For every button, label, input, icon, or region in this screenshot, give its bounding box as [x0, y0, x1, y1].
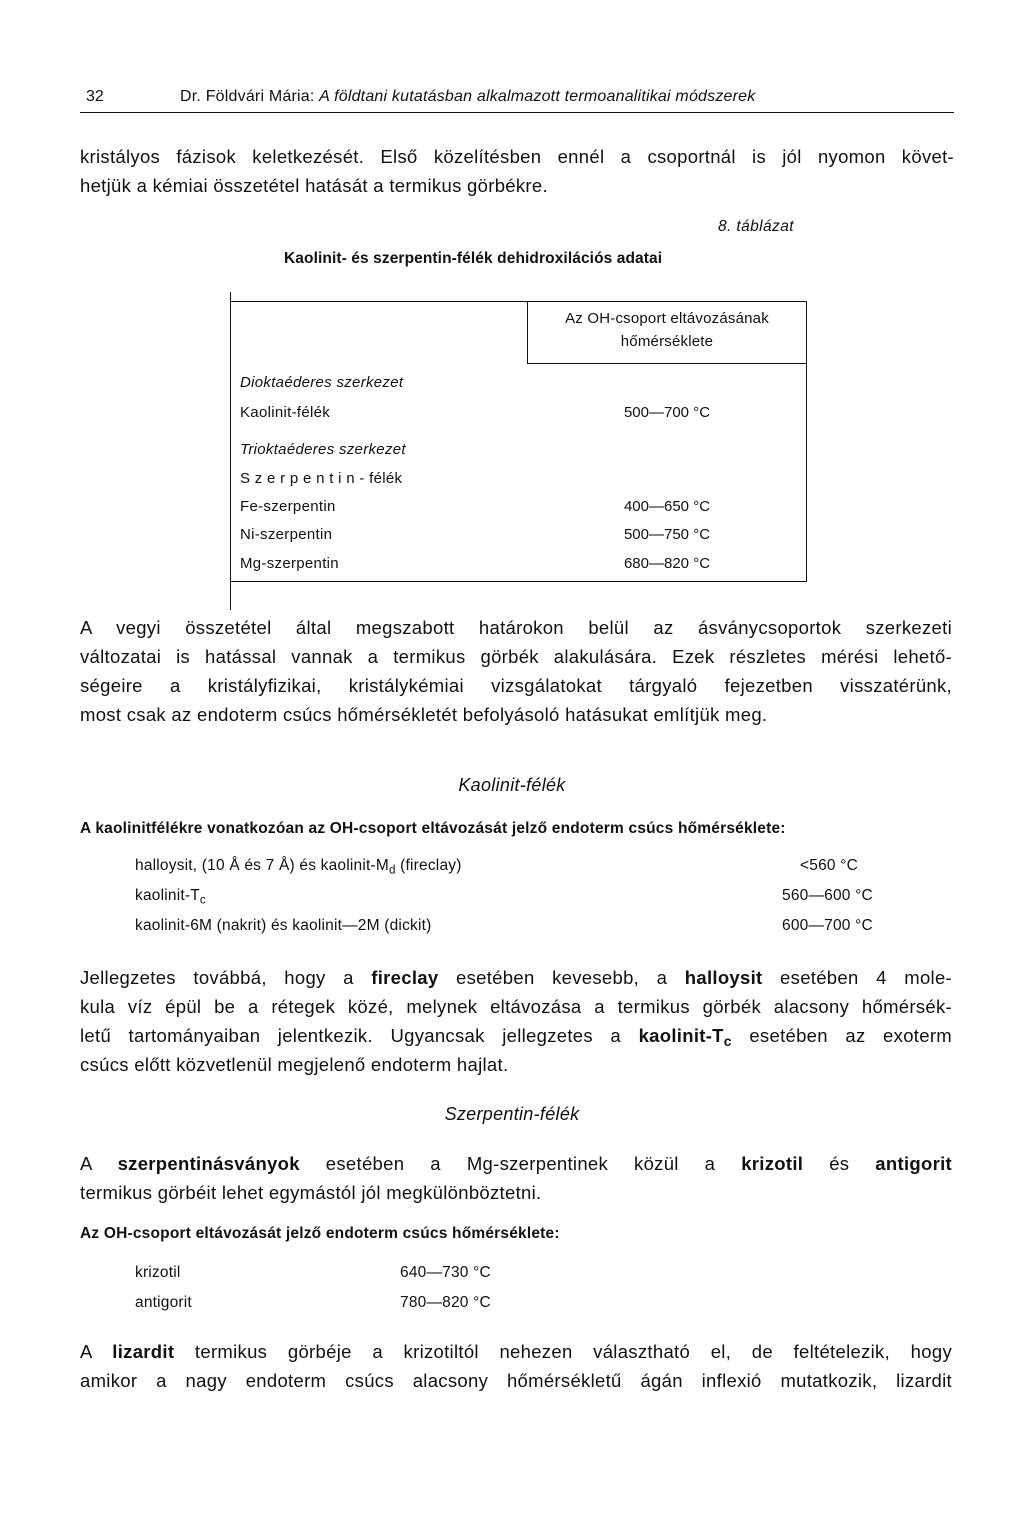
para1-line-4: most csak az endoterm csúcs hőmérsékletét befolyásoló hatásukat említjük meg. [80, 704, 768, 725]
table-header-underline [527, 363, 807, 364]
kaolinit-row-name: halloysit, (10 Å és 7 Å) és kaolinit-$M_d$ (fireclay) [135, 857, 462, 877]
table-col-header-line-2: hőmérséklete [620, 333, 714, 350]
intro-line-2: hetjük a kémiai összetétel hatását a termikus görbékre. [80, 175, 548, 196]
para1-line-2: változatai is hatással vannak a termikus görbék alakulására. Ezek részletes mérési lehető- [80, 646, 952, 667]
running-header-author: Dr. Földvári Mária: [180, 88, 315, 105]
table-bottom-border [231, 581, 807, 582]
section-heading-kaolinit: Kaolinit-félék [458, 775, 566, 795]
szerpentin-row-value: 640—730 °C [400, 1264, 491, 1281]
table-number: 8. táblázat [718, 218, 794, 235]
para3-line-1: A lizardit termikus görbéje a krizotiltól nehezen választható el, de feltételezik, hogy [80, 1341, 952, 1362]
para2-line-2: kula víz épül be a rétegek közé, melynek eltávozása a termikus görbék alacsony hőmérsék- [80, 996, 952, 1017]
table-top-border [231, 301, 807, 302]
table-row-value: 500—700 °C [623, 404, 711, 421]
running-header-title: A földtani kutatásban alkalmazott termoanalitikai módszerek [319, 88, 756, 105]
szerpentin-line-2: termikus görbéit lehet egymástól jól megkülönböztetni. [80, 1182, 542, 1203]
kaolinit-row-name: kaolinit-6M (nakrit) és kaolinit—2M (dickit) [135, 917, 432, 934]
running-header [180, 88, 755, 106]
page-number: 32 [86, 88, 104, 105]
kaolinit-row-name: kaolinit-$T_c$ [135, 887, 206, 907]
para3-line-2: amikor a nagy endoterm csúcs alacsony hőmérsékletű ágán inflexió mutatkozik, lizardit [80, 1370, 952, 1391]
szerpentin-line-1: A szerpentinásványok esetében a Mg-szerpentinek közül a krizotil és antigorit [80, 1153, 952, 1174]
table-row-label: S z e r p e n t i n - félék [240, 470, 403, 487]
szerpentin-row-name: antigorit [135, 1294, 192, 1311]
section-heading-szerpentin: Szerpentin-félék [444, 1104, 580, 1124]
table-row-label: Fe-szerpentin [240, 498, 336, 515]
kaolinit-row-value: 600—700 °C [782, 917, 873, 934]
szerpentin-intro: Az OH-csoport eltávozását jelző endoterm csúcs hőmérséklete: [80, 1225, 560, 1242]
kaolinit-intro: A kaolinitfélékre vonatkozóan az OH-csoport eltávozását jelző endoterm csúcs hőmérséklete: [80, 820, 786, 837]
para1-line-3: ségeire a kristályfizikai, kristálykémiai vizsgálatokat tárgyaló fejezetben visszatérünk, [80, 675, 952, 696]
table-row-label: Kaolinit-félék [240, 404, 331, 421]
table-caption: Kaolinit- és szerpentin-félék dehidroxilációs adatai [284, 250, 663, 267]
table-row-label: Mg-szerpentin [240, 555, 339, 572]
szerpentin-row-value: 780—820 °C [400, 1294, 491, 1311]
table-row-label: Ni-szerpentin [240, 526, 333, 543]
table-row-value: 400—650 °C [623, 498, 711, 515]
table-left-border [230, 292, 231, 610]
kaolinit-row-value: 560—600 °C [782, 887, 873, 904]
table-row-label: Trioktaéderes szerkezet [240, 441, 406, 458]
kaolinit-row-value: <560 °C [800, 857, 859, 874]
para2-line-3: letű tartományaiban jelentkezik. Ugyancsak jellegzetes a kaolinit-$T_c$ esetében az exoterm [80, 1025, 952, 1050]
table-row-value: 500—750 °C [623, 526, 711, 543]
table-row-value: 680—820 °C [623, 555, 711, 572]
szerpentin-row-name: krizotil [135, 1264, 181, 1281]
table-col-header-line-1: Az OH-csoport eltávozásának [565, 310, 769, 327]
table-row-label: Dioktaéderes szerkezet [240, 374, 404, 391]
para2-line-1: Jellegzetes továbbá, hogy a fireclay esetében kevesebb, a halloysit esetében 4 mole- [80, 967, 952, 988]
intro-line-1: kristályos fázisok keletkezését. Első közelítésben ennél a csoportnál is jól nyomon követ- [80, 146, 954, 167]
para1-line-1: A vegyi összetétel által megszabott határokon belül az ásványcsoportok szerkezeti [80, 617, 952, 638]
para2-line-4: csúcs előtt közvetlenül megjelenő endoterm hajlat. [80, 1054, 509, 1075]
header-rule [80, 112, 954, 113]
